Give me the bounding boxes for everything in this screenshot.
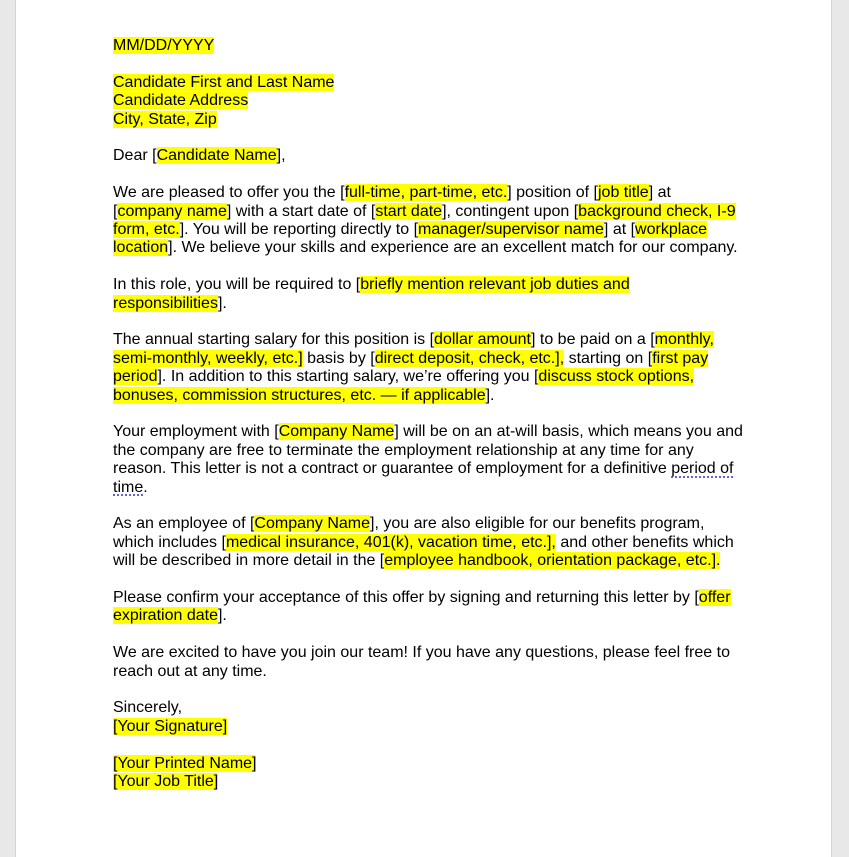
- company-name-field: company name: [117, 202, 227, 220]
- job-title-field: job title: [597, 184, 649, 202]
- job-duties-field: briefly mention relevant job duties and responsibilities: [113, 276, 630, 312]
- letter-body[interactable]: [113, 37, 743, 810]
- salary-amount-field: dollar amount: [434, 331, 531, 349]
- greeting: Dear [Candidate Name],: [113, 147, 286, 165]
- job-title-signer-field: [Your Job Title]: [113, 773, 219, 791]
- candidate-name-field: Candidate Name: [156, 147, 277, 165]
- manager-name-field: manager/supervisor name: [418, 221, 604, 239]
- at-will-paragraph: Your employment with [Company Name] will be on an at-will basis, which means you and the company are free to terminate the employment relationship at any time for any reason. This letter is not a contract or guarantee of employment for a definitive period of time.: [113, 423, 743, 496]
- candidate-city-state-zip: City, State, Zip: [113, 110, 217, 128]
- confirmation-paragraph: Please confirm your acceptance of this offer by signing and returning this letter by [offer expiration date].: [113, 589, 731, 625]
- contingency-field: background check, I-9 form, etc.: [113, 202, 736, 239]
- benefits-paragraph: As an employee of [Company Name], you are also eligible for our benefits program, which includes [medical insurance, 401(k), vacation time, etc.], and other benefits which will be described in more detail in the [employee handbook, orientation package, etc.].: [113, 515, 734, 570]
- offer-paragraph: We are pleased to offer you the [full-time, part-time, etc.] position of [job title] at [company name] with a start date of [start date], contingent upon [background check, I-9 form, etc.]. You will be reporting directly to [manager/supervisor name] at [workplace location]. We believe your skills and experience are an excellent match for our company.: [113, 184, 738, 257]
- closing-salutation: Sincerely,: [113, 699, 183, 717]
- pay-frequency-field: monthly, semi-monthly, weekly, etc.]: [113, 331, 714, 367]
- additional-compensation-field: discuss stock options, bonuses, commission structures, etc. — if applicable: [113, 368, 695, 404]
- company-name-field: Company Name: [278, 423, 395, 441]
- employment-type-field: full-time, part-time, etc.: [344, 184, 508, 202]
- benefits-list-field: medical insurance, 401(k), vacation time, etc.],: [225, 533, 556, 551]
- salary-paragraph: The annual starting salary for this position is [dollar amount] to be paid on a [monthly, semi-monthly, weekly, etc.] basis by [direct deposit, check, etc.], starting on [first pay period]. In addition to this starting salary, we’re offering you [discuss stock options, bonuses, commission structures, etc. — if applicable].: [113, 331, 714, 404]
- handbook-field: employee handbook, orientation package, etc.].: [384, 552, 721, 570]
- grammar-underline[interactable]: period of time: [113, 460, 734, 496]
- document-page[interactable]: [15, 0, 832, 857]
- candidate-address: Candidate Address: [113, 92, 249, 110]
- payment-method-field: direct deposit, check, etc.],: [374, 349, 565, 367]
- company-name-field: Company Name: [254, 515, 371, 533]
- signature-field: [Your Signature]: [113, 717, 228, 735]
- start-date-field: start date: [375, 202, 443, 220]
- offer-expiration-field: offer expiration date: [113, 589, 731, 625]
- role-paragraph: In this role, you will be required to [briefly mention relevant job duties and responsibilities].: [113, 276, 630, 312]
- candidate-name: Candidate First and Last Name: [113, 73, 335, 91]
- first-pay-period-field: first pay period: [113, 349, 709, 386]
- workplace-location-field: workplace location: [113, 221, 708, 257]
- date-line: MM/DD/YYYY: [113, 37, 215, 54]
- signer-block: [113, 755, 743, 792]
- welcome-paragraph: We are excited to have you join our team! If you have any questions, please feel free to reach out at any time.: [113, 644, 730, 680]
- candidate-address-block: [113, 74, 743, 129]
- closing-block: [113, 699, 743, 736]
- printed-name-field: [Your Printed Name]: [113, 754, 257, 772]
